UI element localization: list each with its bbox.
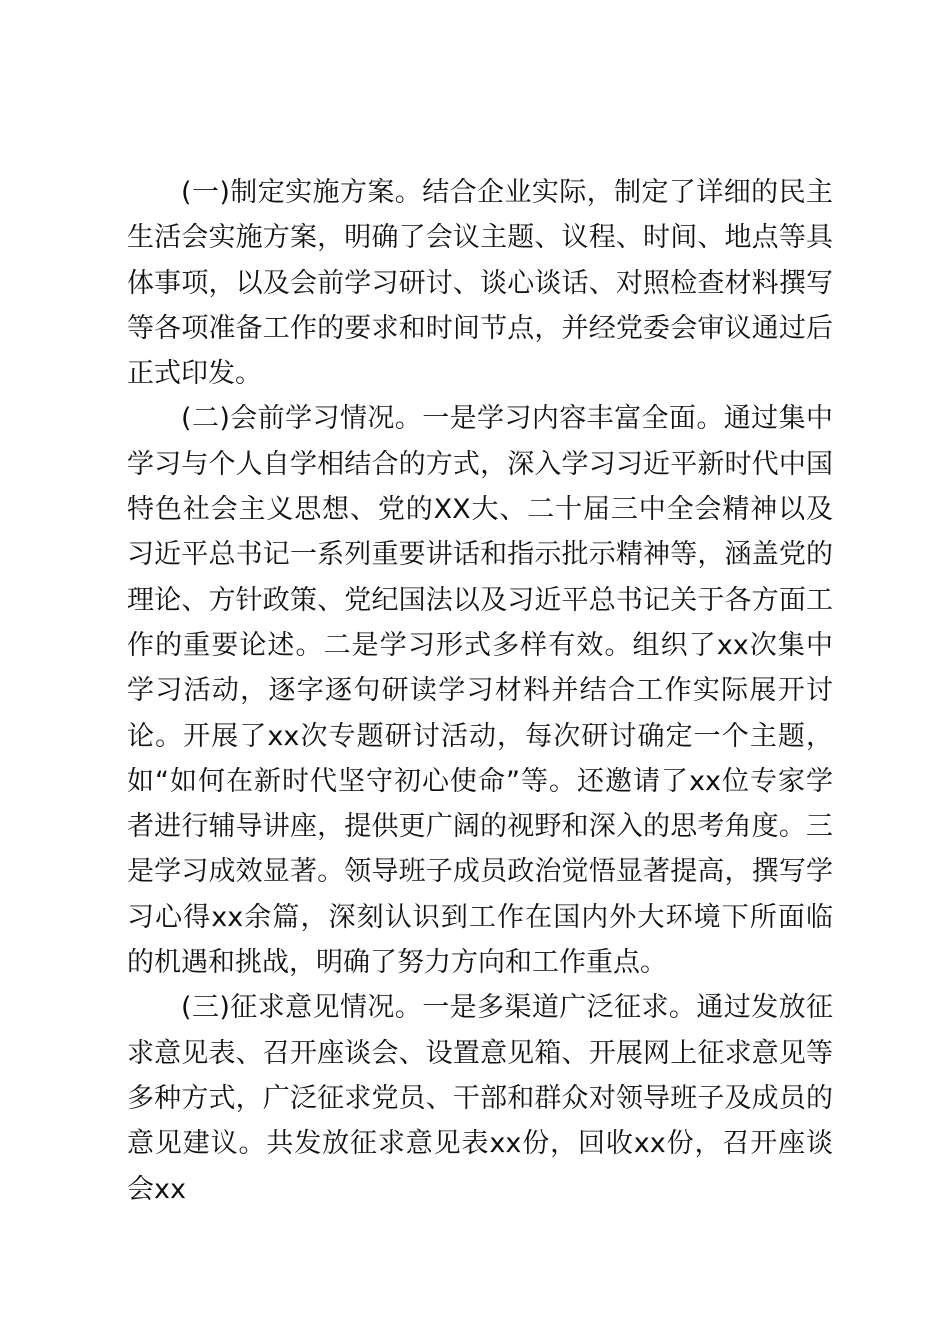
paragraph-1: (一)制定实施方案。结合企业实际，制定了详细的民主生活会实施方案，明确了会议主题、议程、时间、地点等具体事项，以及会前学习研讨、谈心谈话、对照检查材料撰写等各项准备工作的要求和时间节点，并经党委会审议通过后正式印发。 [127,177,833,390]
paragraph-2: (二)会前学习情况。一是学习内容丰富全面。通过集中学习与个人自学相结合的方式，深入学习习近平新时代中国特色社会主义思想、党的XX大、二十届三中全会精神以及习近平总书记一系列重要讲话和指示批示精神等，涵盖党的理论、方针政策、党纪国法以及习近平总书记关于各方面工作的重要论述。二是学习形式多样有效。组织了xx次集中学习活动，逐字逐句研读学习材料并结合工作实际展开讨论。开展了xx次专题研讨活动，每次研讨确定一个主题，如“如何在新时代坚守初心使命”等。还邀请了xx位专家学者进行辅导讲座，提供更广阔的视野和深入的思考角度。三是学习成效显著。领导班子成员政治觉悟显著提高，撰写学习心得xx余篇，深刻认识到工作在国内外大环境下所面临的机遇和挑战，明确了努力方向和工作重点。 [127,403,833,979]
document-body [127,170,833,1212]
paragraph-3: (三)征求意见情况。一是多渠道广泛征求。通过发放征求意见表、召开座谈会、设置意见箱、开展网上征求意见等多种方式，广泛征求党员、干部和群众对领导班子及成员的意见建议。共发放征求意见表xx份，回收xx份，召开座谈会xx [127,992,833,1205]
